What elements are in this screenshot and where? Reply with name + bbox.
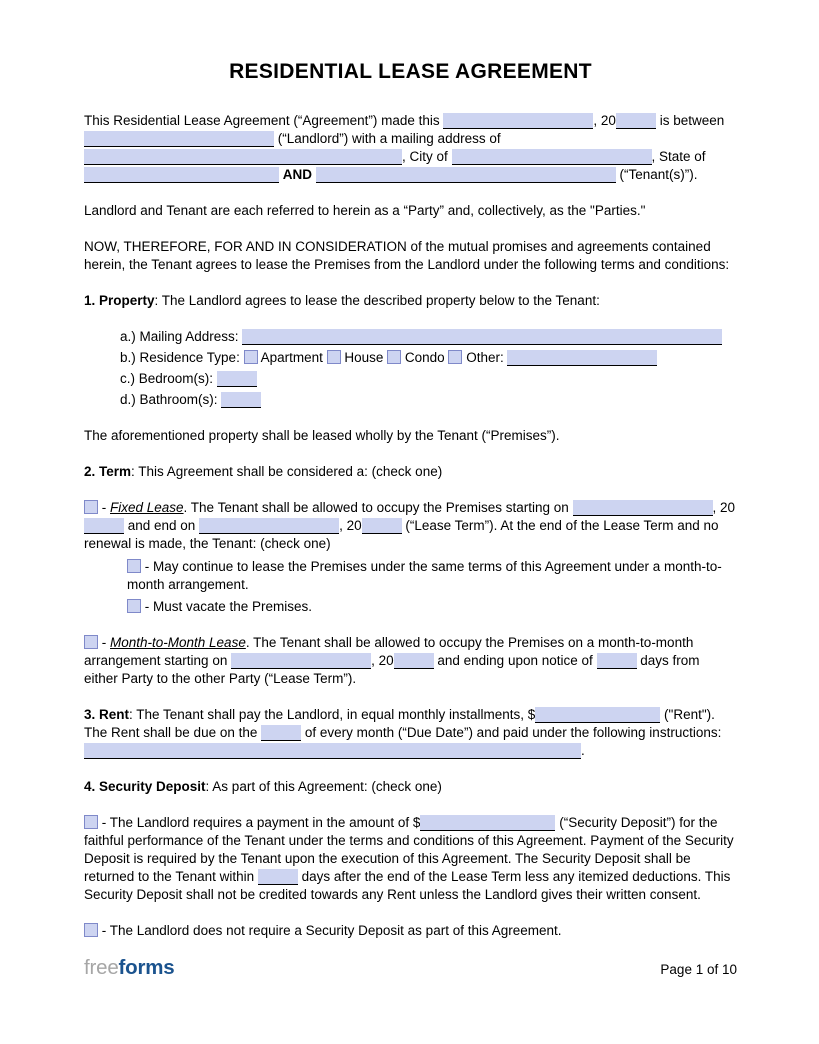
text-run: : As part of this Agreement: (check one) <box>205 779 442 794</box>
text-run: (“Landlord”) with a mailing address of <box>274 131 501 146</box>
text-run: days after the end of the Lease Term less any itemized deductions. This Security Deposit shall not be credited towards any Rent unless the Landlord gives their written consent. <box>84 869 731 902</box>
intro-paragraph <box>84 112 737 184</box>
text-run: a.) Mailing Address: <box>120 329 243 344</box>
fixed-lease-checkbox[interactable] <box>84 500 98 514</box>
fixed-lease-paragraph <box>84 499 737 553</box>
text-run: , 20 <box>371 653 394 668</box>
text-run: , State of <box>651 149 706 164</box>
payment-instructions-field[interactable] <box>84 743 581 759</box>
section-2-term-heading <box>84 463 737 481</box>
text-run: : This Agreement shall be considered a: (check one) <box>131 464 443 479</box>
text-run: ("Rent"). The Rent shall be due on the <box>84 707 715 740</box>
option-must-vacate-checkbox[interactable] <box>127 599 141 613</box>
text-run: days from either Party to the other Party (“Lease Term”). <box>84 653 700 686</box>
text-run: - Must vacate the Premises. <box>141 599 313 614</box>
text-run: of every month (“Due Date”) and paid under the following instructions: <box>301 725 722 740</box>
residence-type-house-checkbox[interactable] <box>327 350 341 364</box>
freeforms-logo <box>84 956 175 980</box>
bold-text-run: AND <box>282 167 313 182</box>
residence-type-apartment-checkbox[interactable] <box>244 350 258 364</box>
start-date-field[interactable] <box>573 500 713 516</box>
residence-type-other-text-field[interactable] <box>507 350 657 366</box>
text-run: Apartment <box>257 350 327 365</box>
bold-text-run: 2. Term <box>84 464 132 479</box>
security-deposit-not-required-checkbox[interactable] <box>84 923 98 937</box>
property-item-bedrooms <box>120 370 737 388</box>
text-run: House <box>340 350 388 365</box>
text-run: (“Tenant(s)”). <box>615 167 698 182</box>
premises-paragraph <box>84 427 737 445</box>
residence-type-other-checkbox[interactable] <box>448 350 462 364</box>
text-run: The aforementioned property shall be leased wholly by the Tenant (“Premises”). <box>84 428 560 443</box>
bathrooms-field[interactable] <box>221 392 261 408</box>
month-to-month-paragraph <box>84 634 737 688</box>
security-deposit-required-paragraph <box>84 814 737 904</box>
security-deposit-not-required-paragraph <box>84 922 737 940</box>
text-run: and end on <box>124 518 200 533</box>
security-deposit-return-days-field[interactable] <box>258 869 298 885</box>
end-date-field[interactable] <box>199 518 339 534</box>
section-3-rent-paragraph <box>84 706 737 760</box>
text-run: : The Tenant shall pay the Landlord, in equal monthly installments, $ <box>129 707 536 722</box>
landlord-address-field[interactable] <box>84 149 402 165</box>
day-month-field[interactable] <box>443 113 593 129</box>
property-item-mailing-address <box>120 328 737 346</box>
residence-type-condo-checkbox[interactable] <box>387 350 401 364</box>
bold-text-run: 3. Rent <box>84 707 130 722</box>
logo-text-free: free <box>84 956 119 979</box>
logo-text-forms: forms <box>118 956 175 979</box>
option-continue-month-to-month-checkbox[interactable] <box>127 559 141 573</box>
text-run: NOW, THEREFORE, FOR AND IN CONSIDERATION of the mutual promises and agreements contained herein, the Tenant agrees to lease the Premises from the Landlord under the following terms and conditions: <box>84 239 730 272</box>
m2m-notice-days-field[interactable] <box>597 653 637 669</box>
bedrooms-field[interactable] <box>217 371 257 387</box>
text-run: Condo <box>401 350 449 365</box>
m2m-start-date-field[interactable] <box>231 653 371 669</box>
text-run: This Residential Lease Agreement (“Agreement”) made this <box>84 113 444 128</box>
page-footer <box>84 956 737 980</box>
text-run: . <box>581 743 585 758</box>
document-title: RESIDENTIAL LEASE AGREEMENT <box>229 60 592 83</box>
year-field[interactable] <box>616 113 656 129</box>
text-run: d.) Bathroom(s): <box>120 392 222 407</box>
consideration-paragraph <box>84 238 737 274</box>
text-run: , 20 <box>712 500 736 515</box>
document-content <box>84 112 737 940</box>
start-year-field[interactable] <box>84 518 124 534</box>
text-run: - <box>98 500 110 515</box>
text-run: (“Security Deposit”) for the faithful performance of the Tenant under the terms and conditions of this Agreement. Payment of the Security Deposit is required by the Tenant upon the execution of this Agreement. The Security Deposit shall be returned to the Tenant within <box>84 815 734 884</box>
text-run: is between <box>655 113 725 128</box>
text-run: , City of <box>402 149 452 164</box>
parties-paragraph <box>84 202 737 220</box>
m2m-start-year-field[interactable] <box>394 653 434 669</box>
text-run: and ending upon notice of <box>433 653 597 668</box>
text-run: Landlord and Tenant are each referred to herein as a “Party” and, collectively, as the "Parties." <box>84 203 646 218</box>
text-run: b.) Residence Type: <box>120 350 244 365</box>
property-mailing-address-field[interactable] <box>242 329 722 345</box>
month-to-month-lease-checkbox[interactable] <box>84 635 98 649</box>
text-run: . The Tenant shall be allowed to occupy the Premises on a month-to-month arrangement starting on <box>84 635 694 668</box>
security-deposit-amount-field[interactable] <box>420 815 555 831</box>
state-field[interactable] <box>84 167 279 183</box>
text-run: : The Landlord agrees to lease the described property below to the Tenant: <box>154 293 600 308</box>
bold-text-run: 1. Property <box>84 293 155 308</box>
section-1-property-heading <box>84 292 737 310</box>
rent-due-day-field[interactable] <box>261 725 301 741</box>
section-4-security-deposit-heading <box>84 778 737 796</box>
text-run: , 20 <box>339 518 362 533</box>
bold-text-run: 4. Security Deposit <box>84 779 206 794</box>
city-field[interactable] <box>452 149 652 165</box>
landlord-name-field[interactable] <box>84 131 274 147</box>
italic-underline-text-run: Fixed Lease <box>110 500 184 515</box>
rent-amount-field[interactable] <box>535 707 660 723</box>
security-deposit-required-checkbox[interactable] <box>84 815 98 829</box>
text-run: - The Landlord does not require a Security Deposit as part of this Agreement. <box>98 923 562 938</box>
text-run: - <box>98 635 110 650</box>
fixed-lease-option-continue <box>127 558 737 594</box>
text-run: (“Lease Term”). At the end of the Lease Term and no renewal is made, the Tenant: (check one) <box>84 518 719 551</box>
text-run: - The Landlord requires a payment in the amount of $ <box>98 815 421 830</box>
page-number: Page 1 of 10 <box>660 962 737 977</box>
text-run: - May continue to lease the Premises under the same terms of this Agreement under a month-to-month arrangement. <box>127 559 722 592</box>
text-run: , 20 <box>593 113 616 128</box>
end-year-field[interactable] <box>362 518 402 534</box>
text-run: Other: <box>462 350 508 365</box>
text-run: . The Tenant shall be allowed to occupy the Premises starting on <box>183 500 573 515</box>
text-run: c.) Bedroom(s): <box>120 371 217 386</box>
property-item-bathrooms <box>120 391 737 409</box>
property-item-residence-type <box>120 349 737 367</box>
italic-underline-text-run: Month-to-Month Lease <box>110 635 246 650</box>
fixed-lease-option-vacate <box>127 598 737 616</box>
tenant-name-field[interactable] <box>316 167 616 183</box>
